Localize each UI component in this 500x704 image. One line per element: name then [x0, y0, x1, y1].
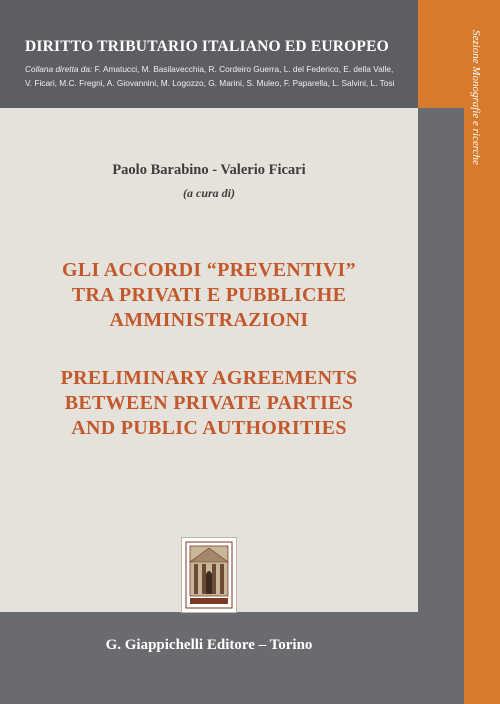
editors-line-2: V. Ficari, M.C. Fregni, A. Giovannini, M. Logozzo, G. Marini, S. Muleo, F. Paparella, L. Salvini, L. Tosi — [25, 78, 395, 88]
title-it-line: TRA PRIVATI E PUBBLICHE — [71, 284, 347, 306]
series-header — [0, 0, 418, 108]
title-it-line: GLI ACCORDI “PREVENTIVI” — [62, 259, 356, 281]
title-it-line: AMMINISTRAZIONI — [109, 309, 309, 331]
title-italian — [0, 258, 418, 333]
authors: Paolo Barabino - Valerio Ficari — [112, 162, 306, 178]
spine-column — [418, 108, 464, 704]
series-title: DIRITTO TRIBUTARIO ITALIANO ED EUROPEO — [25, 38, 389, 55]
title-en-line: BETWEEN PRIVATE PARTIES — [64, 392, 354, 414]
section-label: Sezione Monografie e ricerche — [470, 30, 482, 165]
spine-accent — [418, 0, 464, 108]
publisher-logo-icon — [181, 537, 237, 613]
publisher-name: G. Giappichelli Editore – Torino — [105, 637, 313, 653]
series-editors — [25, 62, 417, 90]
title-en-line: PRELIMINARY AGREEMENTS — [60, 367, 358, 389]
editors-label: Collana diretta da: — [25, 64, 93, 74]
title-english — [0, 366, 418, 441]
editor-note: (a cura di) — [183, 186, 235, 200]
editors-line-1: F. Amatucci, M. Basilavecchia, R. Cordeiro Guerra, L. del Federico, E. della Valle, — [92, 64, 394, 74]
title-en-line: AND PUBLIC AUTHORITIES — [71, 417, 347, 439]
